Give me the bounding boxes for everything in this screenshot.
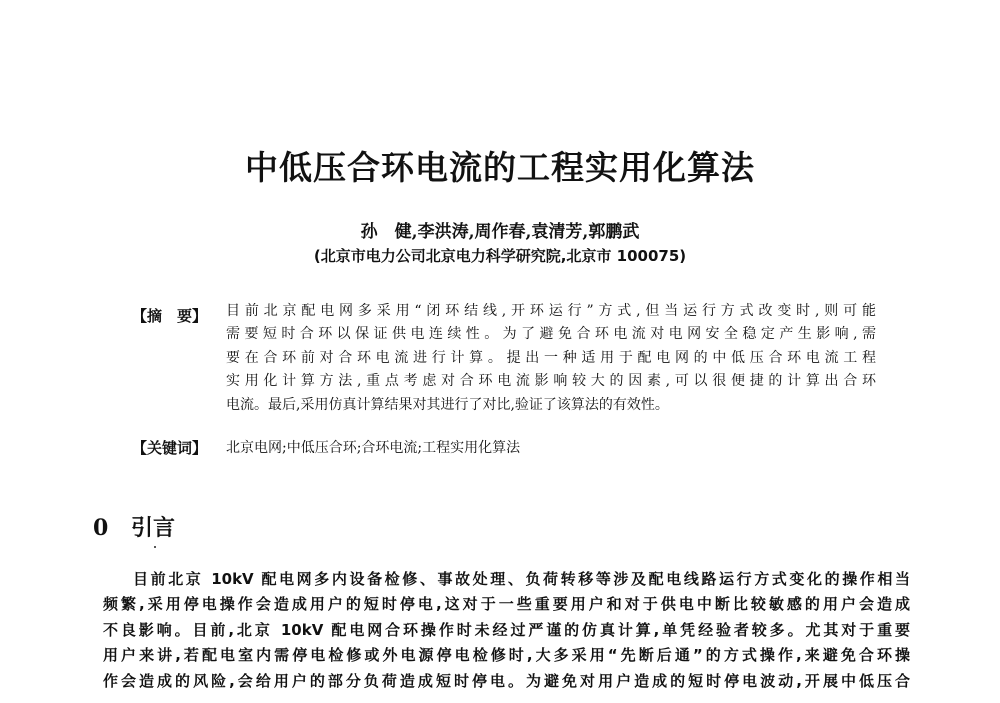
abstract-line: 需要短时合环以保证供电连续性。为了避免合环电流对电网安全稳定产生影响,需 — [226, 326, 876, 343]
section-title: 引言 — [131, 516, 176, 541]
body-line: 目前北京 10kV 配电网多内设备检修、事故处理、负荷转移等涉及配电线路运行方式变化的操作相当 — [133, 570, 910, 588]
abstract-line: 目前北京配电网多采用“闭环结线,开环运行”方式,但当运行方式改变时,则可能 — [226, 303, 876, 319]
body-line: 作会造成的风险,会给用户的部分负荷造成短时停电。为避免对用户造成的短时停电波动,开展中低压合 — [103, 671, 910, 690]
body-paragraph — [103, 567, 910, 694]
body-line: 用户来讲,若配电室内需停电检修或外电源停电检修时,大多采用“先断后通”的方式操作,来避免合环操 — [103, 646, 910, 665]
section-heading — [93, 511, 175, 542]
author-affiliation: (北京市电力公司北京电力科学研究院,北京市 100075) — [313, 247, 687, 265]
body-line: 不良影响。目前,北京 10kV 配电网合环操作时未经过严谨的仿真计算,单凭经验者较多。尤其对于重要 — [103, 620, 910, 639]
abstract-text — [226, 300, 876, 417]
scan-speck — [154, 546, 156, 548]
abstract-line: 要在合环前对合环电流进行计算。提出一种适用于配电网的中低压合环电流工程 — [226, 349, 876, 366]
section-number: 0 — [93, 515, 109, 541]
abstract-label: 【摘 要】 — [132, 307, 208, 325]
paper-title: 中低压合环电流的工程实用化算法 — [245, 148, 755, 187]
author-list: 孙 健,李洪涛,周作春,袁清芳,郭鹏武 — [360, 222, 640, 242]
abstract-line: 实用化计算方法,重点考虑对合环电流影响较大的因素,可以很便捷的计算出合环 — [226, 373, 876, 390]
keywords-text: 北京电网;中低压合环;合环电流;工程实用化算法 — [226, 440, 521, 456]
abstract-line: 电流。最后,采用仿真计算结果对其进行了对比,验证了该算法的有效性。 — [226, 396, 669, 413]
body-line: 频繁,采用停电操作会造成用户的短时停电,这对于一些重要用户和对于供电中断比较敏感的用户会造成 — [103, 595, 910, 614]
keywords-label: 【关键词】 — [132, 439, 208, 457]
